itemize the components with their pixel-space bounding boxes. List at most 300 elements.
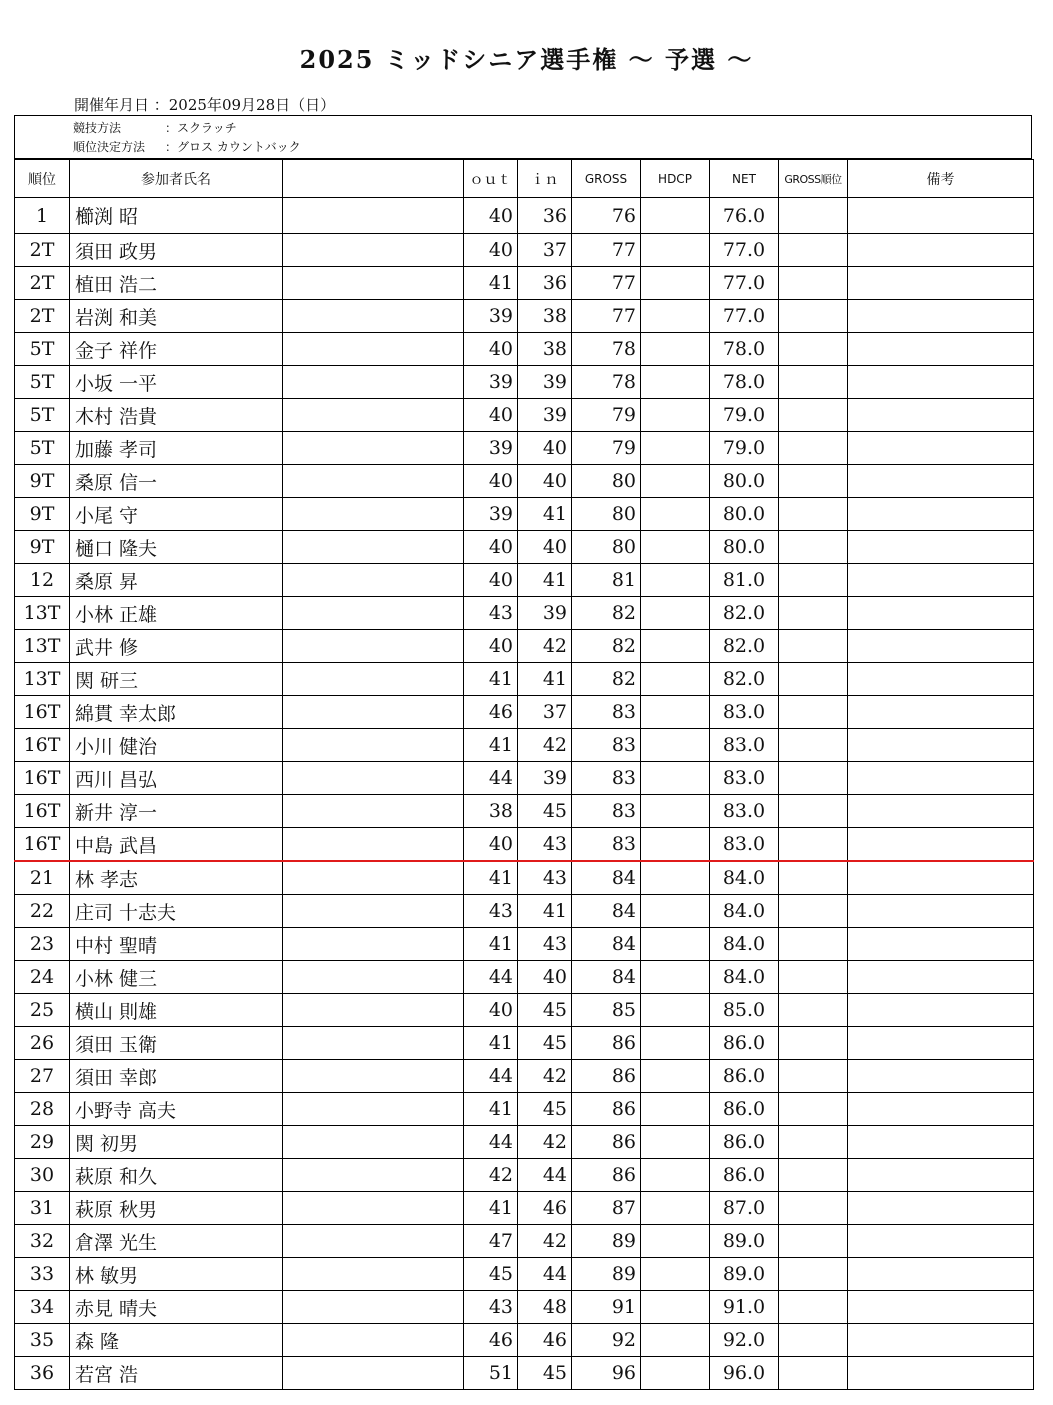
page-title: 2025 ミッドシニア選手権 〜 予選 〜 xyxy=(299,45,754,74)
remarks-cell xyxy=(848,198,1034,234)
net-score-cell: 84.0 xyxy=(710,961,779,994)
blank-cell xyxy=(283,928,464,961)
gross-rank-cell xyxy=(779,1324,848,1357)
table-row xyxy=(15,1225,1034,1258)
player-name-cell: 小坂 一平 xyxy=(70,366,283,399)
player-name-cell: 若宮 浩 xyxy=(70,1357,283,1390)
competition-method-value: ：スクラッチ xyxy=(165,121,237,135)
table-row xyxy=(15,928,1034,961)
player-name-cell: 森 隆 xyxy=(70,1324,283,1357)
col-header-rank: 順位 xyxy=(15,160,70,198)
hdcp-cell xyxy=(641,1357,710,1390)
player-name-cell: 林 敏男 xyxy=(70,1258,283,1291)
table-row xyxy=(15,234,1034,267)
table-row xyxy=(15,895,1034,928)
out-score-cell: 39 xyxy=(464,432,518,465)
table-row xyxy=(15,366,1034,399)
player-name-cell: 西川 昌弘 xyxy=(70,762,283,795)
gross-score-cell: 83 xyxy=(572,828,641,862)
gross-score-cell: 86 xyxy=(572,1093,641,1126)
blank-cell xyxy=(283,1027,464,1060)
gross-rank-cell xyxy=(779,696,848,729)
gross-rank-cell xyxy=(779,663,848,696)
table-row xyxy=(15,1060,1034,1093)
net-score-cell: 76.0 xyxy=(710,198,779,234)
player-name-cell: 植田 浩二 xyxy=(70,267,283,300)
col-header-net: NET xyxy=(710,160,779,198)
blank-cell xyxy=(283,1258,464,1291)
net-score-cell: 80.0 xyxy=(710,498,779,531)
col-header-gross: GROSS xyxy=(572,160,641,198)
blank-cell xyxy=(283,1324,464,1357)
gross-rank-cell xyxy=(779,828,848,862)
rank-cell: 5T xyxy=(15,333,70,366)
table-row xyxy=(15,432,1034,465)
blank-cell xyxy=(283,564,464,597)
gross-score-cell: 86 xyxy=(572,1027,641,1060)
player-name-cell: 武井 修 xyxy=(70,630,283,663)
net-score-cell: 83.0 xyxy=(710,696,779,729)
table-row xyxy=(15,795,1034,828)
rank-cell: 29 xyxy=(15,1126,70,1159)
player-name-cell: 桑原 昇 xyxy=(70,564,283,597)
blank-cell xyxy=(283,597,464,630)
blank-cell xyxy=(283,630,464,663)
table-row xyxy=(15,1093,1034,1126)
out-score-cell: 43 xyxy=(464,597,518,630)
net-score-cell: 84.0 xyxy=(710,928,779,961)
gross-score-cell: 82 xyxy=(572,630,641,663)
net-score-cell: 86.0 xyxy=(710,1159,779,1192)
net-score-cell: 86.0 xyxy=(710,1093,779,1126)
out-score-cell: 44 xyxy=(464,961,518,994)
net-score-cell: 82.0 xyxy=(710,630,779,663)
table-row xyxy=(15,198,1034,234)
gross-score-cell: 78 xyxy=(572,333,641,366)
out-score-cell: 40 xyxy=(464,333,518,366)
remarks-cell xyxy=(848,333,1034,366)
out-score-cell: 39 xyxy=(464,300,518,333)
gross-rank-cell xyxy=(779,630,848,663)
rank-cell: 16T xyxy=(15,762,70,795)
in-score-cell: 40 xyxy=(518,432,572,465)
remarks-cell xyxy=(848,696,1034,729)
table-row xyxy=(15,961,1034,994)
gross-rank-cell xyxy=(779,961,848,994)
blank-cell xyxy=(283,366,464,399)
net-score-cell: 83.0 xyxy=(710,762,779,795)
blank-cell xyxy=(283,795,464,828)
out-score-cell: 43 xyxy=(464,895,518,928)
remarks-cell xyxy=(848,1126,1034,1159)
player-name-cell: 加藤 孝司 xyxy=(70,432,283,465)
table-row xyxy=(15,861,1034,895)
out-score-cell: 39 xyxy=(464,366,518,399)
rank-cell: 23 xyxy=(15,928,70,961)
player-name-cell: 萩原 秋男 xyxy=(70,1192,283,1225)
remarks-cell xyxy=(848,828,1034,862)
gross-rank-cell xyxy=(779,1291,848,1324)
gross-score-cell: 83 xyxy=(572,762,641,795)
gross-score-cell: 92 xyxy=(572,1324,641,1357)
remarks-cell xyxy=(848,1324,1034,1357)
blank-cell xyxy=(283,1291,464,1324)
table-row xyxy=(15,564,1034,597)
table-row xyxy=(15,300,1034,333)
gross-score-cell: 96 xyxy=(572,1357,641,1390)
hdcp-cell xyxy=(641,564,710,597)
table-row xyxy=(15,828,1034,862)
remarks-cell xyxy=(848,663,1034,696)
player-name-cell: 庄司 十志夫 xyxy=(70,895,283,928)
player-name-cell: 赤見 晴夫 xyxy=(70,1291,283,1324)
gross-score-cell: 79 xyxy=(572,432,641,465)
in-score-cell: 43 xyxy=(518,861,572,895)
net-score-cell: 86.0 xyxy=(710,1126,779,1159)
gross-score-cell: 81 xyxy=(572,564,641,597)
table-row xyxy=(15,1159,1034,1192)
hdcp-cell xyxy=(641,1324,710,1357)
in-score-cell: 39 xyxy=(518,597,572,630)
player-name-cell: 関 研三 xyxy=(70,663,283,696)
gross-score-cell: 84 xyxy=(572,928,641,961)
out-score-cell: 44 xyxy=(464,1126,518,1159)
rank-cell: 36 xyxy=(15,1357,70,1390)
hdcp-cell xyxy=(641,663,710,696)
remarks-cell xyxy=(848,267,1034,300)
table-row xyxy=(15,630,1034,663)
blank-cell xyxy=(283,432,464,465)
out-score-cell: 40 xyxy=(464,630,518,663)
gross-rank-cell xyxy=(779,531,848,564)
remarks-cell xyxy=(848,1027,1034,1060)
table-row xyxy=(15,1192,1034,1225)
remarks-cell xyxy=(848,366,1034,399)
net-score-cell: 83.0 xyxy=(710,795,779,828)
gross-score-cell: 84 xyxy=(572,895,641,928)
in-score-cell: 37 xyxy=(518,234,572,267)
table-row xyxy=(15,465,1034,498)
net-score-cell: 77.0 xyxy=(710,300,779,333)
results-body xyxy=(15,198,1034,1390)
blank-cell xyxy=(283,498,464,531)
gross-rank-cell xyxy=(779,333,848,366)
hdcp-cell xyxy=(641,498,710,531)
gross-rank-cell xyxy=(779,1027,848,1060)
gross-score-cell: 84 xyxy=(572,961,641,994)
remarks-cell xyxy=(848,994,1034,1027)
table-row xyxy=(15,762,1034,795)
in-score-cell: 42 xyxy=(518,630,572,663)
blank-cell xyxy=(283,762,464,795)
rank-cell: 9T xyxy=(15,531,70,564)
remarks-cell xyxy=(848,531,1034,564)
hdcp-cell xyxy=(641,630,710,663)
table-row xyxy=(15,498,1034,531)
gross-score-cell: 87 xyxy=(572,1192,641,1225)
hdcp-cell xyxy=(641,465,710,498)
gross-rank-cell xyxy=(779,762,848,795)
remarks-cell xyxy=(848,961,1034,994)
hdcp-cell xyxy=(641,1027,710,1060)
rank-cell: 16T xyxy=(15,729,70,762)
out-score-cell: 46 xyxy=(464,1324,518,1357)
net-score-cell: 89.0 xyxy=(710,1225,779,1258)
rank-cell: 13T xyxy=(15,663,70,696)
gross-rank-cell xyxy=(779,366,848,399)
gross-score-cell: 80 xyxy=(572,531,641,564)
net-score-cell: 96.0 xyxy=(710,1357,779,1390)
player-name-cell: 横山 則雄 xyxy=(70,994,283,1027)
rank-cell: 5T xyxy=(15,399,70,432)
hdcp-cell xyxy=(641,1093,710,1126)
gross-score-cell: 86 xyxy=(572,1159,641,1192)
gross-score-cell: 89 xyxy=(572,1258,641,1291)
col-header-remarks: 備考 xyxy=(848,160,1034,198)
gross-rank-cell xyxy=(779,1126,848,1159)
out-score-cell: 41 xyxy=(464,1192,518,1225)
blank-cell xyxy=(283,895,464,928)
in-score-cell: 48 xyxy=(518,1291,572,1324)
hdcp-cell xyxy=(641,795,710,828)
remarks-cell xyxy=(848,498,1034,531)
out-score-cell: 40 xyxy=(464,198,518,234)
event-date: 開催年月日 ：2025年09月28日（日） xyxy=(74,96,336,114)
out-score-cell: 43 xyxy=(464,1291,518,1324)
header-row xyxy=(15,160,1034,198)
col-header-out: ｏｕｔ xyxy=(464,160,518,198)
net-score-cell: 80.0 xyxy=(710,465,779,498)
table-row xyxy=(15,1258,1034,1291)
rank-cell: 16T xyxy=(15,795,70,828)
rank-cell: 34 xyxy=(15,1291,70,1324)
gross-rank-cell xyxy=(779,267,848,300)
rank-cell: 31 xyxy=(15,1192,70,1225)
rank-cell: 21 xyxy=(15,861,70,895)
gross-score-cell: 89 xyxy=(572,1225,641,1258)
player-name-cell: 須田 政男 xyxy=(70,234,283,267)
col-header-name: 参加者氏名 xyxy=(70,160,283,198)
player-name-cell: 桑原 信一 xyxy=(70,465,283,498)
hdcp-cell xyxy=(641,531,710,564)
gross-rank-cell xyxy=(779,198,848,234)
gross-score-cell: 84 xyxy=(572,861,641,895)
net-score-cell: 81.0 xyxy=(710,564,779,597)
net-score-cell: 85.0 xyxy=(710,994,779,1027)
gross-score-cell: 77 xyxy=(572,300,641,333)
player-name-cell: 櫛渕 昭 xyxy=(70,198,283,234)
hdcp-cell xyxy=(641,366,710,399)
remarks-cell xyxy=(848,1225,1034,1258)
out-score-cell: 40 xyxy=(464,465,518,498)
hdcp-cell xyxy=(641,333,710,366)
table-row xyxy=(15,663,1034,696)
gross-rank-cell xyxy=(779,1093,848,1126)
table-row xyxy=(15,333,1034,366)
gross-score-cell: 77 xyxy=(572,234,641,267)
blank-cell xyxy=(283,861,464,895)
hdcp-cell xyxy=(641,1192,710,1225)
remarks-cell xyxy=(848,399,1034,432)
out-score-cell: 41 xyxy=(464,663,518,696)
in-score-cell: 36 xyxy=(518,267,572,300)
table-row xyxy=(15,1126,1034,1159)
player-name-cell: 新井 淳一 xyxy=(70,795,283,828)
rank-cell: 22 xyxy=(15,895,70,928)
remarks-cell xyxy=(848,1192,1034,1225)
net-score-cell: 78.0 xyxy=(710,366,779,399)
ranking-method-value: ：グロス カウントバック xyxy=(165,140,301,154)
hdcp-cell xyxy=(641,895,710,928)
in-score-cell: 40 xyxy=(518,531,572,564)
remarks-cell xyxy=(848,795,1034,828)
blank-cell xyxy=(283,994,464,1027)
blank-cell xyxy=(283,696,464,729)
in-score-cell: 42 xyxy=(518,1060,572,1093)
in-score-cell: 45 xyxy=(518,1093,572,1126)
net-score-cell: 77.0 xyxy=(710,267,779,300)
gross-rank-cell xyxy=(779,861,848,895)
remarks-cell xyxy=(848,729,1034,762)
net-score-cell: 79.0 xyxy=(710,432,779,465)
in-score-cell: 46 xyxy=(518,1192,572,1225)
remarks-cell xyxy=(848,895,1034,928)
hdcp-cell xyxy=(641,861,710,895)
gross-score-cell: 77 xyxy=(572,267,641,300)
blank-cell xyxy=(283,465,464,498)
out-score-cell: 44 xyxy=(464,762,518,795)
gross-rank-cell xyxy=(779,399,848,432)
gross-rank-cell xyxy=(779,1060,848,1093)
hdcp-cell xyxy=(641,1159,710,1192)
player-name-cell: 小林 正雄 xyxy=(70,597,283,630)
table-row xyxy=(15,729,1034,762)
remarks-cell xyxy=(848,1291,1034,1324)
hdcp-cell xyxy=(641,267,710,300)
player-name-cell: 岩渕 和美 xyxy=(70,300,283,333)
net-score-cell: 86.0 xyxy=(710,1060,779,1093)
player-name-cell: 小尾 守 xyxy=(70,498,283,531)
rank-cell: 35 xyxy=(15,1324,70,1357)
rank-cell: 33 xyxy=(15,1258,70,1291)
col-header-blank xyxy=(283,160,464,198)
table-row xyxy=(15,1357,1034,1390)
gross-score-cell: 80 xyxy=(572,465,641,498)
player-name-cell: 須田 玉衛 xyxy=(70,1027,283,1060)
net-score-cell: 78.0 xyxy=(710,333,779,366)
out-score-cell: 40 xyxy=(464,564,518,597)
player-name-cell: 萩原 和久 xyxy=(70,1159,283,1192)
in-score-cell: 42 xyxy=(518,1225,572,1258)
gross-rank-cell xyxy=(779,498,848,531)
gross-rank-cell xyxy=(779,1225,848,1258)
out-score-cell: 40 xyxy=(464,828,518,862)
out-score-cell: 40 xyxy=(464,994,518,1027)
out-score-cell: 46 xyxy=(464,696,518,729)
rank-cell: 1 xyxy=(15,198,70,234)
in-score-cell: 45 xyxy=(518,994,572,1027)
player-name-cell: 綿貫 幸太郎 xyxy=(70,696,283,729)
remarks-cell xyxy=(848,597,1034,630)
col-header-in: ｉｎ xyxy=(518,160,572,198)
net-score-cell: 83.0 xyxy=(710,828,779,862)
gross-rank-cell xyxy=(779,465,848,498)
hdcp-cell xyxy=(641,1126,710,1159)
blank-cell xyxy=(283,961,464,994)
competition-method-line xyxy=(73,119,237,136)
hdcp-cell xyxy=(641,729,710,762)
hdcp-cell xyxy=(641,961,710,994)
net-score-cell: 84.0 xyxy=(710,861,779,895)
hdcp-cell xyxy=(641,1291,710,1324)
blank-cell xyxy=(283,1093,464,1126)
rank-cell: 9T xyxy=(15,465,70,498)
hdcp-cell xyxy=(641,198,710,234)
out-score-cell: 41 xyxy=(464,928,518,961)
gross-rank-cell xyxy=(779,1159,848,1192)
table-row xyxy=(15,267,1034,300)
rank-cell: 2T xyxy=(15,300,70,333)
gross-score-cell: 91 xyxy=(572,1291,641,1324)
remarks-cell xyxy=(848,1159,1034,1192)
in-score-cell: 41 xyxy=(518,663,572,696)
player-name-cell: 須田 幸郎 xyxy=(70,1060,283,1093)
out-score-cell: 41 xyxy=(464,1093,518,1126)
blank-cell xyxy=(283,1060,464,1093)
remarks-cell xyxy=(848,300,1034,333)
rank-cell: 26 xyxy=(15,1027,70,1060)
out-score-cell: 41 xyxy=(464,267,518,300)
net-score-cell: 84.0 xyxy=(710,895,779,928)
in-score-cell: 36 xyxy=(518,198,572,234)
table-row xyxy=(15,1291,1034,1324)
hdcp-cell xyxy=(641,762,710,795)
in-score-cell: 46 xyxy=(518,1324,572,1357)
out-score-cell: 45 xyxy=(464,1258,518,1291)
player-name-cell: 樋口 隆夫 xyxy=(70,531,283,564)
net-score-cell: 89.0 xyxy=(710,1258,779,1291)
net-score-cell: 86.0 xyxy=(710,1027,779,1060)
out-score-cell: 44 xyxy=(464,1060,518,1093)
rank-cell: 13T xyxy=(15,597,70,630)
table-row xyxy=(15,994,1034,1027)
gross-rank-cell xyxy=(779,895,848,928)
table-row xyxy=(15,399,1034,432)
gross-rank-cell xyxy=(779,729,848,762)
gross-score-cell: 86 xyxy=(572,1126,641,1159)
rank-cell: 27 xyxy=(15,1060,70,1093)
net-score-cell: 77.0 xyxy=(710,234,779,267)
gross-score-cell: 86 xyxy=(572,1060,641,1093)
blank-cell xyxy=(283,333,464,366)
gross-score-cell: 79 xyxy=(572,399,641,432)
rank-cell: 2T xyxy=(15,267,70,300)
in-score-cell: 39 xyxy=(518,762,572,795)
ranking-method-label: 順位決定方法 xyxy=(73,140,146,154)
blank-cell xyxy=(283,828,464,862)
gross-score-cell: 85 xyxy=(572,994,641,1027)
blank-cell xyxy=(283,729,464,762)
blank-cell xyxy=(283,198,464,234)
in-score-cell: 41 xyxy=(518,498,572,531)
ranking-method-line xyxy=(73,138,301,155)
rank-cell: 9T xyxy=(15,498,70,531)
out-score-cell: 40 xyxy=(464,399,518,432)
competition-info-box xyxy=(14,115,1032,159)
rank-cell: 32 xyxy=(15,1225,70,1258)
net-score-cell: 82.0 xyxy=(710,663,779,696)
in-score-cell: 40 xyxy=(518,961,572,994)
